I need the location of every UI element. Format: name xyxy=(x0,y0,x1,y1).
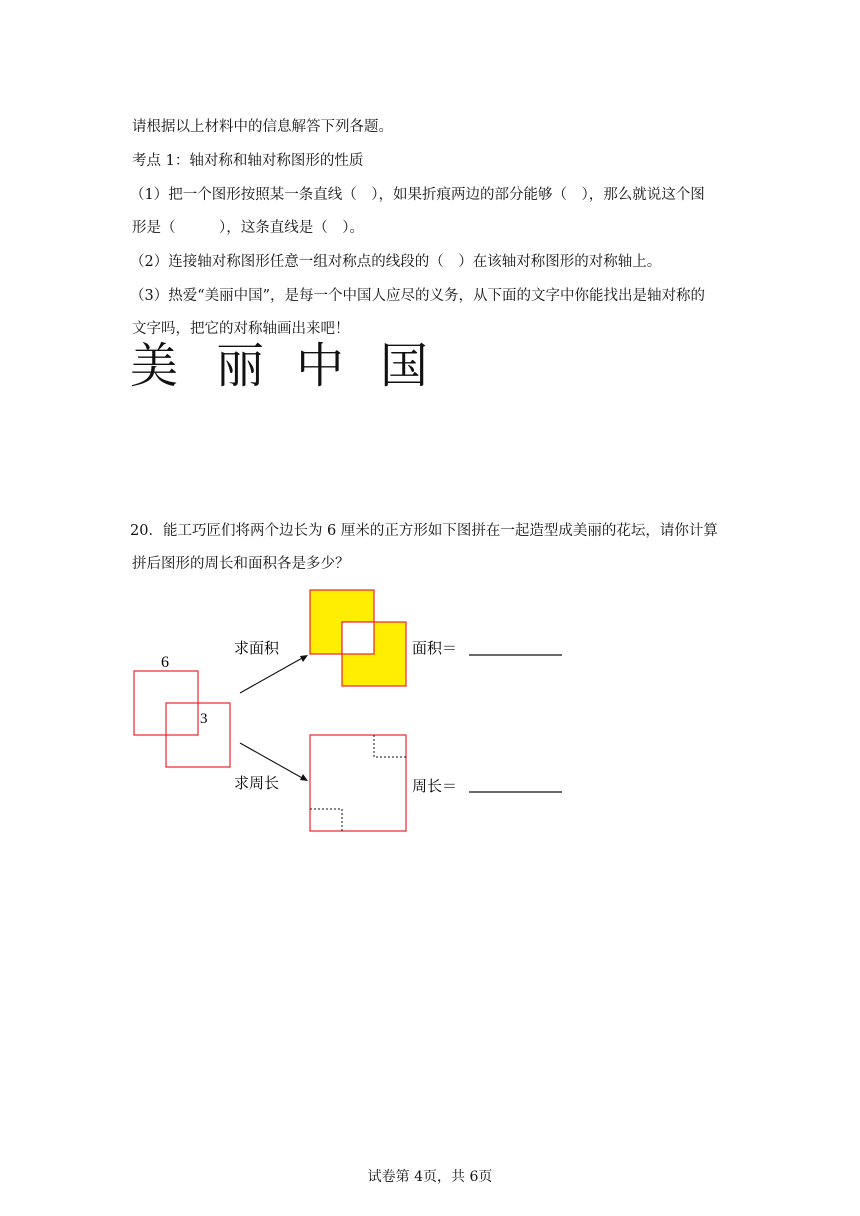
char-zhong[interactable]: 中 xyxy=(296,338,345,394)
intro-text: 请根据以上材料中的信息解答下列各题。 xyxy=(132,119,393,135)
char-guo: 国 xyxy=(380,338,429,394)
overlap-length-label: 3 xyxy=(200,711,208,727)
perimeter-task-label: 求周长 xyxy=(234,774,280,792)
question-20-line-1: 20．能工巧匠们将两个边长为 6 厘米的正方形如下图拼在一起造型成美丽的花坛，请你计算 xyxy=(130,523,718,539)
question-2: （2）连接轴对称图形任意一组对称点的线段的（ ）在该轴对称图形的对称轴上。 xyxy=(130,254,662,270)
area-answer-label: 面积＝ xyxy=(412,639,458,657)
section-title: 考点 1：轴对称和轴对称图形的性质 xyxy=(132,153,364,169)
char-li: 丽 xyxy=(216,338,265,394)
perimeter-answer-label: 周长＝ xyxy=(412,777,458,795)
perimeter-figure xyxy=(310,735,406,831)
area-overlap xyxy=(342,622,374,654)
area-figure xyxy=(310,590,406,686)
question-1-line-2: 形是（ ），这条直线是（ ）。 xyxy=(132,220,364,236)
perimeter-dotted-corner-bottom xyxy=(310,809,342,831)
area-task-label: 求面积 xyxy=(234,639,280,657)
question-3-line-1: （3）热爱“美丽中国”，是每一个中国人应尽的义务，从下面的文字中你能找出是轴对称的 xyxy=(130,288,706,304)
question-20-line-2: 拼后图形的周长和面积各是多少？ xyxy=(132,556,350,572)
question-1-line-1: （1）把一个图形按照某一条直线（ ），如果折痕两边的部分能够（ ），那么就说这个图 xyxy=(130,187,705,203)
overlapping-squares xyxy=(134,671,230,767)
question-3-line-2: 文字吗，把它的对称轴画出来吧！ xyxy=(132,321,350,337)
flower-bed-figure xyxy=(120,580,580,850)
arrow-to-area xyxy=(240,657,304,693)
side-length-label: 6 xyxy=(161,654,169,671)
page-footer: 试卷第 4页，共 6页 xyxy=(367,1169,493,1185)
perimeter-dotted-corner-top xyxy=(374,735,406,757)
char-mei: 美 xyxy=(130,338,179,394)
perimeter-square xyxy=(310,735,406,831)
